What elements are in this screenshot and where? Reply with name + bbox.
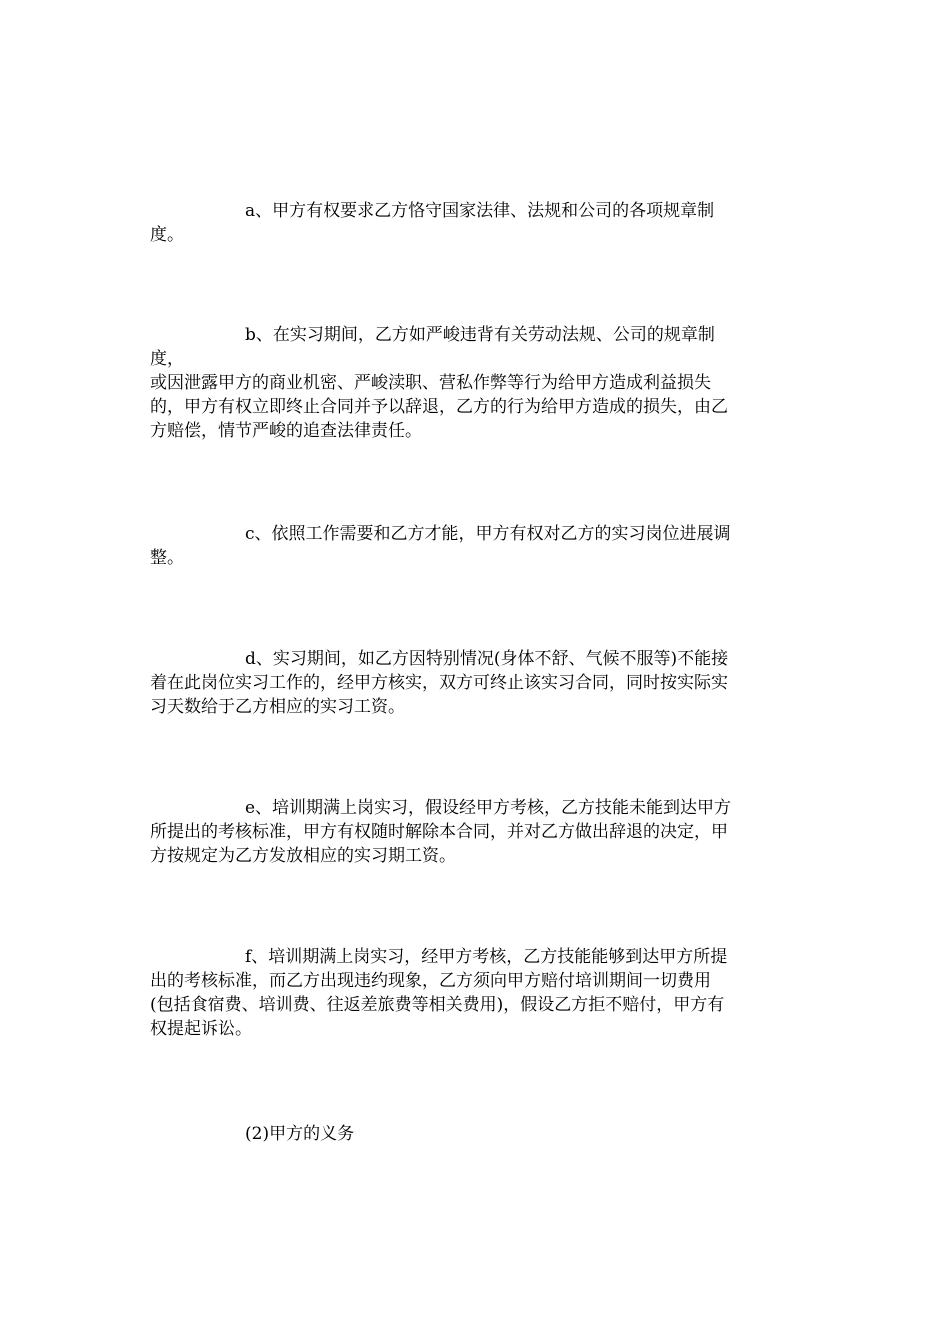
clause-a: [150, 199, 800, 247]
clause-c-line-1: c、依照工作需要和乙方才能，甲方有权对乙方的实习岗位进展调: [245, 524, 731, 544]
clause-d: [150, 647, 800, 719]
clause-c-line-2: 整。: [150, 548, 184, 568]
clause-b-line-1: b、在实习期间，乙方如严峻违背有关劳动法规、公司的规章制: [245, 325, 715, 345]
clause-a-line-2: 度。: [150, 225, 184, 245]
clause-b-line-4: 的，甲方有权立即终止合同并予以辞退，乙方的行为给甲方造成的损失，由乙: [150, 397, 728, 417]
clause-f: [150, 945, 800, 1041]
clause-e: [150, 796, 800, 868]
clause-b: [150, 323, 800, 443]
clause-e-line-1: e、培训期满上岗实习，假设经甲方考核，乙方技能未能到达甲方: [245, 798, 732, 818]
clause-c: [150, 522, 800, 570]
clause-d-line-2: 着在此岗位实习工作的，经甲方核实，双方可终止该实习合同，同时按实际实: [150, 673, 728, 693]
clause-b-line-3: 或因泄露甲方的商业机密、严峻渎职、营私作弊等行为给甲方造成利益损失: [150, 373, 711, 393]
clause-a-line-1: a、甲方有权要求乙方恪守国家法律、法规和公司的各项规章制: [245, 201, 715, 221]
clause-b-line-2: 度，: [150, 349, 184, 369]
clause-d-line-3: 习天数给于乙方相应的实习工资。: [150, 697, 405, 717]
clause-d-line-1: d、实习期间，如乙方因特别情况(身体不舒、气候不服等)不能接: [245, 649, 729, 669]
clause-f-line-1: f、培训期满上岗实习，经甲方考核，乙方技能能够到达甲方所提: [245, 947, 728, 967]
section-heading-line: (2)甲方的义务: [245, 1124, 355, 1144]
clause-f-line-3: (包括食宿费、培训费、往返差旅费等相关费用)，假设乙方拒不赔付，甲方有: [150, 995, 725, 1015]
section-heading-obligations: [150, 1122, 800, 1146]
clause-f-line-4: 权提起诉讼。: [150, 1019, 252, 1039]
clause-f-line-2: 出的考核标准，而乙方出现违约现象，乙方须向甲方赔付培训期间一切费用: [150, 971, 711, 991]
clause-e-line-3: 方按规定为乙方发放相应的实习期工资。: [150, 846, 456, 866]
clause-e-line-2: 所提出的考核标准，甲方有权随时解除本合同，并对乙方做出辞退的决定，甲: [150, 822, 728, 842]
clause-b-line-5: 方赔偿，情节严峻的追查法律责任。: [150, 421, 422, 441]
